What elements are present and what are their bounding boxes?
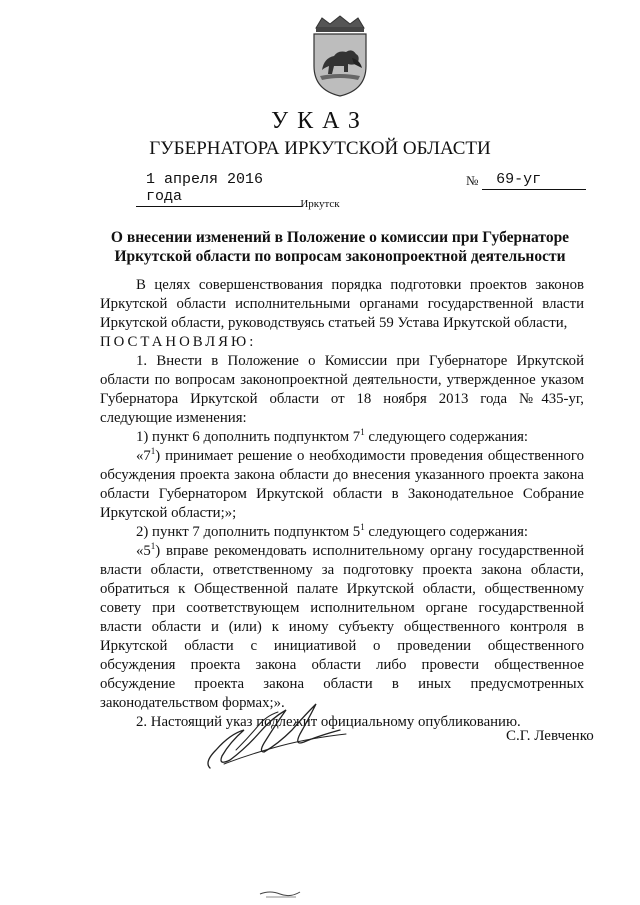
resolve-word: ПОСТАНОВЛЯЮ: [100,334,257,350]
handwritten-signature [200,690,350,780]
quoted-item-7-1 [100,447,584,523]
page-mark [256,886,316,900]
decree-number: 69-уг [482,171,586,190]
quoted-item-5-1-text: ) вправе рекомендовать исполнительному органу государственной власти области, ответственному за подготовку проекта закона области, обратиться к Общественной палате Иркутской области, общественному совету при соответствующем исполнительном органе государственной власти области и (или) к иному субъекту общественного контроля в Иркутской области с инициативой о проведении общественного обсуждения проекта закона области либо провести общественное обсуждение проекта закона области в иных предусмотренных законодательством формах;». [100,543,584,711]
issuer-title: ГУБЕРНАТОРА ИРКУТСКОЙ ОБЛАСТИ [149,138,491,159]
subclause-1-tail: следующего содержания: [364,429,529,445]
quoted-item-5-1-open: «5 [136,543,151,559]
city: Иркутск [300,198,340,210]
superscript: 1 [360,427,365,437]
heading-line-2: Иркутской области по вопросам законопроектной деятельности [114,248,566,265]
signer-name: С.Г. Левченко [506,728,594,744]
decree-number-field [466,171,586,190]
decree-body [100,276,584,732]
superscript: 1 [150,541,156,551]
superscript: 1 [150,446,156,456]
subclause-1-text: 1) пункт 6 дополнить подпунктом 7 [136,429,361,445]
heading-line-1: О внесении изменений в Положение о комиссии при Губернаторе [110,229,570,246]
document-type: УКАЗ [271,108,369,134]
quoted-item-7-1-text: ) принимает решение о необходимости проведения общественного обсуждения проекта закона области до внесения указанного проекта закона области Губернатором Иркутской области в Законодательное Собрание Иркутской области;»; [100,448,584,521]
decree-date: 1 апреля 2016 года [136,171,302,207]
subclause-2-text: 2) пункт 7 дополнить подпунктом 5 [136,524,361,540]
decree-heading [100,228,580,266]
coat-of-arms-icon [302,14,378,98]
preamble-paragraph: В целях совершенствования порядка подготовки проектов законов Иркутской области исполнительными органами государственной власти Иркутской области, руководствуясь статьей 59 Устава Иркутской области, [100,277,584,331]
superscript: 1 [360,522,365,532]
clause-2: 2. Настоящий указ подлежит официальному опубликованию. [136,714,521,730]
quoted-item-7-1-open: «7 [136,448,151,464]
number-sign: № [466,173,479,188]
subclause-1 [100,428,584,447]
clause-1: 1. Внести в Положение о Комиссии при Губернаторе Иркутской области по вопросам законопроектной деятельности, утвержденное указом Губернатора Иркутской области от 18 ноября 2013 года №435-уг, следующие изменения: [100,353,584,426]
quoted-item-5-1 [100,542,584,713]
subclause-2-tail: следующего содержания: [364,524,529,540]
subclause-2 [100,523,584,542]
